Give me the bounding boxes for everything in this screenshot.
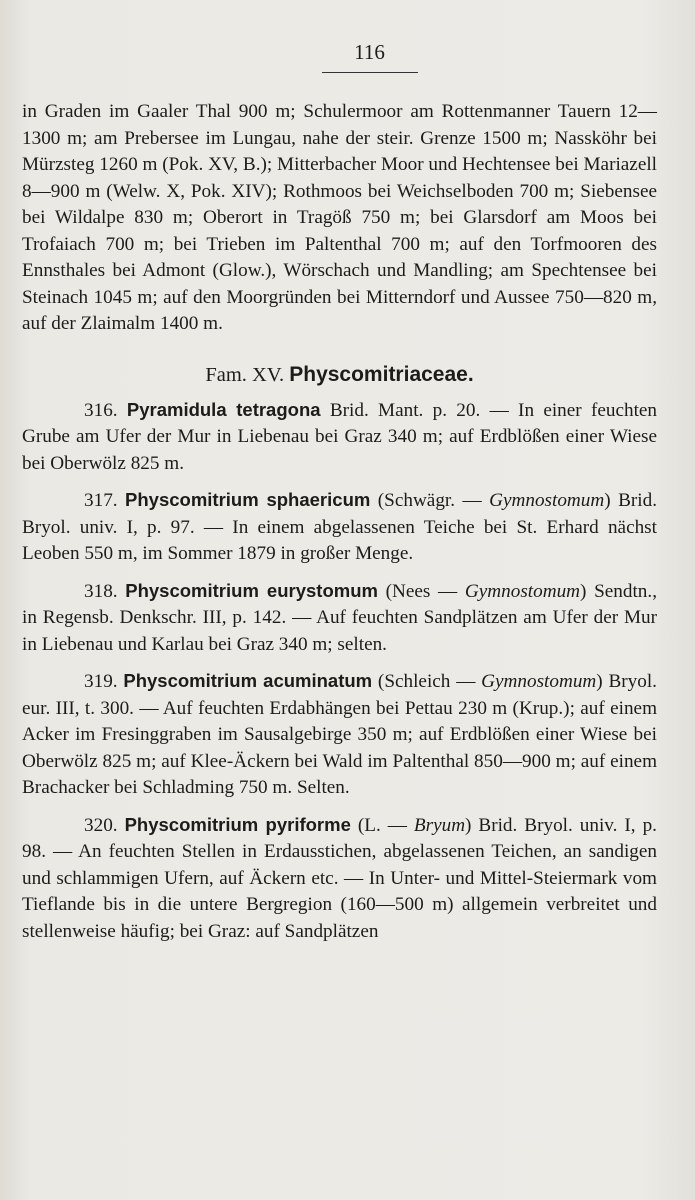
entry-pre: (Schwägr. — [370,490,490,511]
entry-post: ) Brid. Bryol. univ. I, p. 98. — An feuchten Stellen in Erdausstichen, abgelassenen Teichen, an sandigen und schlammigen Ufern, auf Äckern etc. — In Unter- und Mittel-Steiermark vom Tieflande bis in die untere Bergregion (160—500 m) allgemein verbreitet und stellenweise häufig; bei Graz: auf Sandplätzen [22,814,657,942]
entry-text [22,812,657,946]
species-entry-318 [22,578,657,659]
intro-paragraph: in Graden im Gaaler Thal 900 m; Schulermoor am Rottenmanner Tauern 12—1300 m; am Prebersee im Lungau, nahe der steir. Grenze 1500 m; Nassköhr bei Mürzsteg 1260 m (Pok. XV, B.); Mitterbacher Moor und Hechtensee bei Mariazell 8—900 m (Welw. X, Pok. XIV); Rothmoos bei Weichselboden 700 m; Siebensee bei Wildalpe 830 m; Oberort in Tragöß 750 m; bei Glarsdorf am Moos bei Trofaiach 700 m; bei Trieben im Paltenthal 700 m; auf den Torfmooren des Ennsthales bei Admont (Glow.), Wörschach und Mandling; am Spechtensee bei Steinach 1045 m; auf den Moorgründen bei Mitterndorf und Aussee 750—820 m, auf der Zlaimalm 1400 m. [22,101,657,334]
entry-pre: (L. — [350,814,414,836]
entry-pre: (Schleich — [372,671,482,692]
entry-number: 319. [84,671,118,692]
species-entry-319 [22,668,657,802]
species-name: Pyramidula tetragona [126,398,321,420]
page-number: 116 [82,40,657,65]
entry-number: 320. [84,814,118,836]
species-name: Physcomitrium eurystomum [125,579,378,601]
species-name: Physcomitrium sphaericum [125,489,371,510]
entry-number: 316. [84,399,118,421]
entry-synonym: Gymnostomum [464,580,581,602]
species-name: Physcomitrium pyriforme [124,813,351,835]
species-entry-317 [22,487,657,568]
entry-post: ) Brid. Bryol. univ. I, p. 97. — In einem abgelassenen Teiche bei St. Erhard nächst Leoben 550 m, im Sommer 1879 in großer Menge. [22,490,657,564]
family-heading [22,363,657,387]
entry-number: 318. [84,580,118,602]
entry-number: 317. [84,490,118,511]
species-entry-320 [22,812,657,946]
entry-synonym: Gymnostomum [489,490,605,511]
entry-post: ) Sendtn., in Regensb. Denkschr. III, p. 142. — Auf feuchten Sandplätzen am Ufer der Mur in Liebenau und Karlau bei Graz 340 m; selten. [22,580,657,655]
entry-text [22,397,657,478]
entry-text [22,578,657,659]
species-name: Physcomitrium acuminatum [123,670,373,691]
species-entry-316 [22,397,657,478]
entry-synonym: Gymnostomum [481,671,597,692]
family-heading-prefix: Fam. XV. [205,363,285,386]
entry-pre: (Nees — [377,580,465,602]
entry-post: ) Bryol. eur. III, t. 300. — Auf feuchten Erdabhängen bei Pettau 230 m (Krup.); auf einem Acker im Fresinggraben im Sausalgebirge 350 m; auf Erdblößen einer Wiese bei Oberwölz 825 m; auf Klee-Äckern bei Wald im Paltenthal 850—900 m; auf einem Brachacker bei Schladming 750 m. Selten. [22,671,657,798]
entry-text [22,668,657,802]
entry-synonym: Bryum [413,814,466,836]
family-heading-name: Physcomitriaceae. [289,362,474,386]
entry-text [22,487,657,568]
entry-pre: Brid. Mant. p. 20. — In einer feuchten Grube am Ufer der Mur in Liebenau bei Graz 340 m; auf Erdblößen einer Wiese bei Oberwölz 825 m. [22,399,658,474]
